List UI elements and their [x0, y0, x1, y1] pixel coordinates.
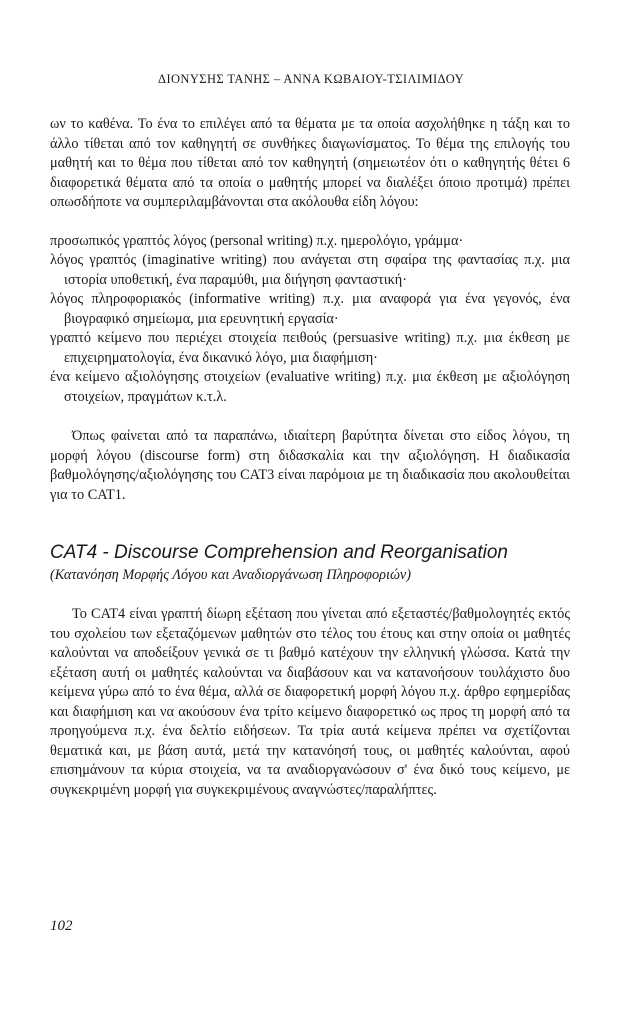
- page-content: [50, 115, 570, 800]
- discourse-types-list: [50, 232, 570, 408]
- section-heading: CAT4 - Discourse Comprehension and Reorganisation: [50, 542, 508, 563]
- list-item: λόγος γραπτός (imaginative writing) που ανάγεται στη σφαίρα της φαντασίας π.χ. μια ιστορία υποθετική, ένα παραμύθι, μια διήγηση φανταστική·: [50, 252, 570, 288]
- list-item: γραπτό κείμενο που περιέχει στοιχεία πειθούς (persuasive writing) π.χ. μια έκθεση με επιχειρηματολογία, ένα δικανικό λόγο, μια διαφήμιση·: [50, 330, 570, 366]
- body-paragraph: Το CAT4 είναι γραπτή δίωρη εξέταση που γίνεται από εξεταστές/βαθμολογητές εκτός του σχολείου των εξεταζόμενων μαθητών στο τέλος του έτους και στην οποία οι μαθητές καλούνται να αποδείξουν γενικά σε τι βαθμό κατέχουν την ελληνική γλώσσα. Κατά την εξέταση αυτή οι μαθητές καλούνται να διαβάσουν και να κατανοήσουν τουλάχιστο δυο κείμενα γύρω από το ένα θέμα, αλλά σε διαφορετική μορφή λόγου π.χ. άρθρο εφημερίδας και διαφήμιση και να ακούσουν ένα τρίτο κείμενο διαφορετικό ως προς τη μορφή από τα προηγούμενα π.χ. ένα δελτίο ειδήσεων. Τα τρία αυτά κείμενα πρέπει να σχετίζονται θεματικά και, με βάση αυτά, μετά την κατανόησή τους, οι μαθητές καλούνται, αφού επισημάνουν τα κύρια στοιχεία, να τα αναδιοργανώσουν σ' ένα δικό τους κείμενο, με συγκεκριμένη μορφή για συγκεκριμένους αναγνώστες/παραλήπτες.: [50, 606, 570, 798]
- body-paragraph: ων το καθένα. Το ένα το επιλέγει από τα θέματα με τα οποία ασχολήθηκε η τάξη και το άλλο τίθεται από τον καθηγητή σε συνθήκες διαγωνίσματος. Το θέμα της επιλογής του μαθητή και το θέμα που τίθεται από τον καθηγητή (σημειωτέον ότι ο καθηγητής θέτει 6 διαφορετικά θέματα από τα οποία ο μαθητής μπορεί να διαλέξει όποιο προτιμά) πρέπει οπωσδήποτε να συμπεριλαμβάνονται στα ακόλουθα είδη λόγου:: [50, 116, 570, 210]
- list-item: ένα κείμενο αξιολόγησης στοιχείων (evaluative writing) π.χ. μια έκθεση με αξιολόγηση στοιχείων, πραγμάτων κ.τ.λ.: [50, 369, 570, 405]
- running-header: ΔΙΟΝΥΣΗΣ ΤΑΝΗΣ – ΑΝΝΑ ΚΩΒΑΙΟΥ-ΤΣΙΛΙΜΙΔΟΥ: [158, 72, 464, 86]
- body-paragraph: Όπως φαίνεται από τα παραπάνω, ιδιαίτερη βαρύτητα δίνεται στο είδος λόγου, τη μορφή λόγου (discourse form) στη διδασκαλία και την αξιολόγηση. Η διαδικασία βαθμολόγησης/αξιολόγησης του CAT3 είναι παρόμοια με τη διαδικασία που ακολουθείται για το CAT1.: [50, 428, 570, 503]
- page-number: 102: [50, 918, 73, 934]
- section-subheading: (Κατανόηση Μορφής Λόγου και Αναδιοργάνωση Πληροφοριών): [50, 567, 412, 583]
- list-item: προσωπικός γραπτός λόγος (personal writing) π.χ. ημερολόγιο, γράμμα·: [50, 232, 464, 249]
- list-item: λόγος πληροφοριακός (informative writing) π.χ. μια αναφορά για ένα γεγονός, ένα βιογραφικό σημείωμα, μια ερευνητική εργασία·: [50, 291, 570, 327]
